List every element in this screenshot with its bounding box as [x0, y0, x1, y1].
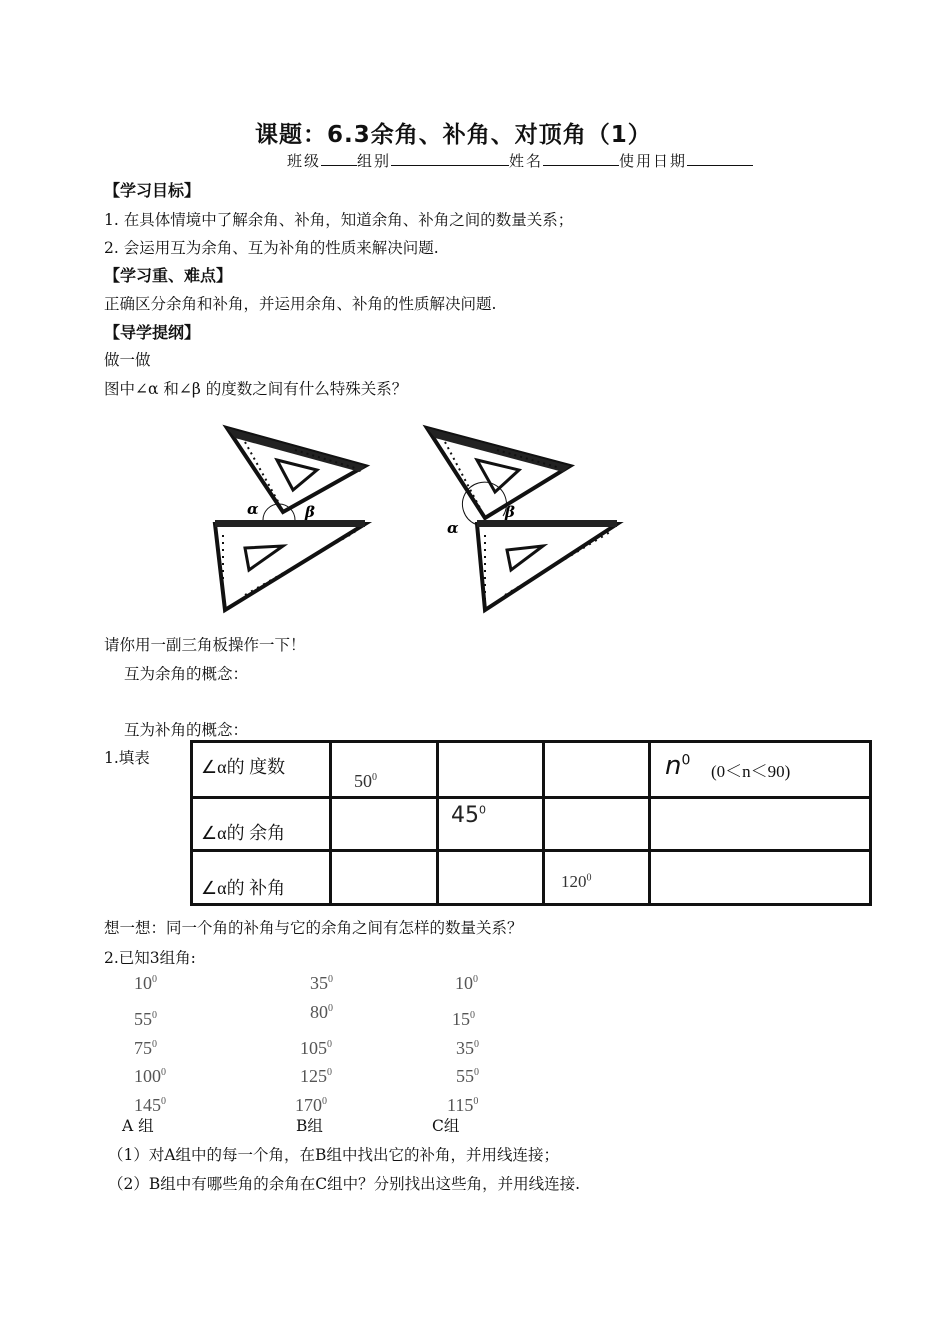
- table-row: [192, 798, 871, 851]
- group-c-item: $10^0$: [455, 973, 478, 993]
- group-b-item: $125^0$: [300, 1066, 332, 1086]
- supplement-cell-2[interactable]: [438, 851, 544, 905]
- groups-label: 2.已知3组角:: [104, 949, 196, 967]
- row-header-complement: ∠α的 余角: [192, 798, 331, 851]
- goals-heading: 【学习目标】: [104, 181, 201, 200]
- right-lower-edge: [477, 520, 617, 527]
- group-c-item: $15^0$: [452, 1009, 475, 1029]
- table-row: [192, 742, 871, 798]
- try-it: 做一做: [104, 351, 151, 369]
- degree-cell-1[interactable]: $50^0$: [331, 742, 438, 798]
- left-lower-triangle: [215, 524, 365, 610]
- degree-cell-n[interactable]: $n^0$ (0＜n＜90): [650, 742, 871, 798]
- degree-cell-2[interactable]: [438, 742, 544, 798]
- group-label: 组别: [357, 152, 392, 170]
- task-1: （1）对A组中的每一个角，在B组中找出它的补角，并用线连接；: [108, 1146, 559, 1164]
- group-a-item: $100^0$: [134, 1066, 166, 1086]
- table-label: 1.填表: [104, 749, 150, 767]
- operate-prompt: 请你用一副三角板操作一下！: [104, 636, 306, 654]
- complement-concept: 互为余角的概念：: [124, 665, 249, 683]
- supplement-cell-4[interactable]: [650, 851, 871, 905]
- left-beta-label: β: [305, 503, 315, 521]
- group-a-item: $145^0$: [134, 1095, 166, 1115]
- right-beta-label: β: [505, 503, 515, 521]
- right-set-square-pair: [427, 428, 617, 610]
- group-c-item: $115^0$: [447, 1095, 479, 1115]
- group-c-item: $35^0$: [456, 1038, 479, 1058]
- date-blank[interactable]: [687, 151, 753, 166]
- group-c-name: C组: [432, 1117, 460, 1135]
- think-question: 想一想：同一个角的补角与它的余角之间有怎样的数量关系？: [104, 919, 523, 937]
- row-header-supplement: ∠α的 补角: [192, 851, 331, 905]
- left-set-square-pair: [215, 428, 365, 610]
- left-alpha-label: α: [247, 500, 259, 518]
- page-title: 课题：6.3余角、补角、对顶角（1）: [255, 122, 652, 148]
- angle-table: [190, 740, 872, 906]
- date-label: 使用日期: [619, 152, 688, 170]
- group-c-item: $55^0$: [456, 1066, 479, 1086]
- name-label: 姓名: [509, 152, 544, 170]
- task-2: （2）B组中有哪些角的余角在C组中？分别找出这些角，并用线连接.: [108, 1175, 581, 1193]
- supplement-cell-1[interactable]: [331, 851, 438, 905]
- n-range: (0＜n＜90): [711, 762, 791, 781]
- goal-1: 1. 在具体情境中了解余角、补角，知道余角、补角之间的数量关系；: [104, 211, 574, 229]
- complement-cell-1[interactable]: [331, 798, 438, 851]
- complement-cell-3[interactable]: [544, 798, 650, 851]
- supplement-concept: 互为补角的概念：: [124, 721, 249, 739]
- group-b-item: $105^0$: [300, 1038, 332, 1058]
- group-a-item: $10^0$: [134, 973, 157, 993]
- group-b-name: B组: [296, 1117, 323, 1135]
- supplement-cell-3[interactable]: $120^0$: [544, 851, 650, 905]
- right-alpha-label: α: [447, 519, 459, 537]
- group-b-item: $170^0$: [295, 1095, 327, 1115]
- group-a-item: $55^0$: [134, 1009, 157, 1029]
- group-a-name: A 组: [122, 1117, 154, 1135]
- name-blank[interactable]: [543, 151, 619, 166]
- left-lower-edge: [215, 520, 365, 527]
- complement-cell-2[interactable]: $45^0$: [438, 798, 544, 851]
- class-label: 班级: [287, 152, 322, 170]
- question: 图中∠α 和∠β 的度数之间有什么特殊关系？: [104, 380, 408, 398]
- right-lower-triangle: [477, 524, 617, 610]
- complement-cell-4[interactable]: [650, 798, 871, 851]
- group-b-item: $80^0$: [310, 1002, 333, 1022]
- table-row: [192, 851, 871, 905]
- student-info-line: [287, 150, 753, 171]
- class-blank[interactable]: [321, 151, 357, 166]
- group-blank[interactable]: [391, 151, 509, 166]
- group-a-item: $75^0$: [134, 1038, 157, 1058]
- group-b-item: $35^0$: [310, 973, 333, 993]
- guide-heading: 【导学提纲】: [104, 323, 201, 342]
- key-heading: 【学习重、难点】: [104, 266, 233, 285]
- key-text: 正确区分余角和补角，并运用余角、补角的性质解决问题.: [104, 295, 497, 313]
- set-square-figure: [205, 420, 630, 615]
- row-header-degree: ∠α的 度数: [192, 742, 331, 798]
- goal-2: 2. 会运用互为余角、互为补角的性质来解决问题.: [104, 239, 439, 257]
- degree-cell-3[interactable]: [544, 742, 650, 798]
